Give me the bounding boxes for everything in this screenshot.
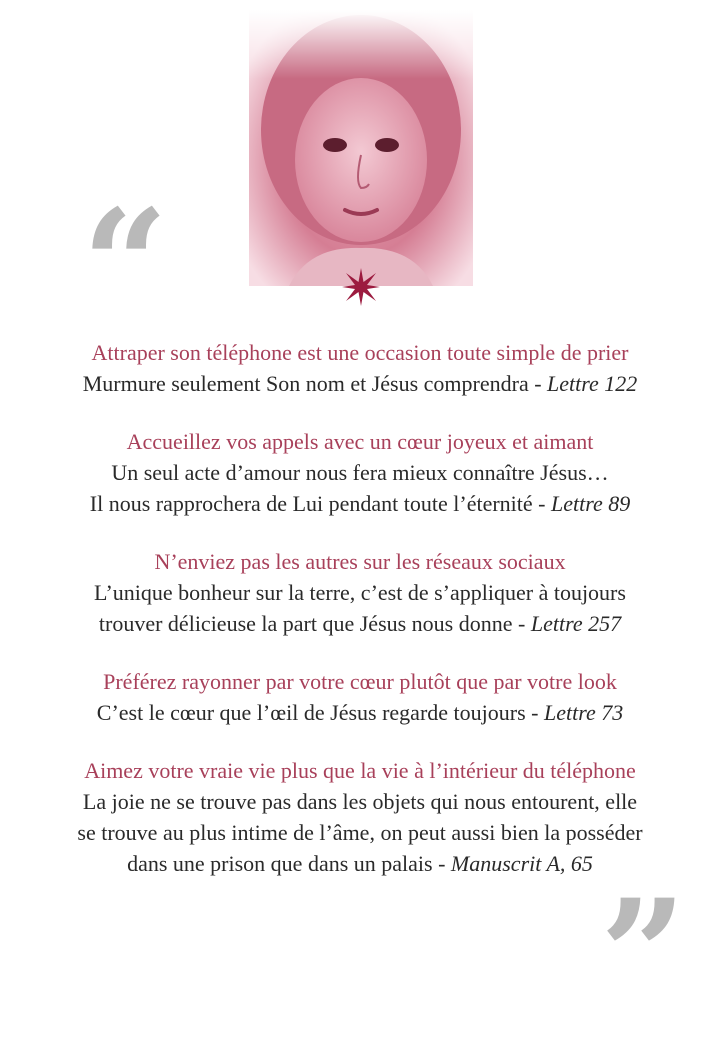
quote-line: La joie ne se trouve pas dans les objets qui nous entourent, elle — [82, 789, 638, 814]
star-ornament-icon — [340, 266, 382, 308]
quote-line: trouver délicieuse la part que Jésus nous donne - Lettre 257 — [98, 611, 622, 636]
quote-reference: Lettre 257 — [530, 611, 622, 636]
quote-reference: Manuscrit A, 65 — [450, 851, 593, 876]
quote-block — [20, 547, 700, 639]
advice-heading: Attraper son téléphone est une occasion toute simple de prier — [91, 340, 629, 365]
quote-line: Un seul acte d’amour nous fera mieux connaître Jésus… — [111, 460, 609, 485]
quote-line: Murmure seulement Son nom et Jésus comprendra - Lettre 122 — [82, 371, 638, 396]
closing-quote-mark: ” — [600, 867, 687, 1043]
quote-reference: Lettre 73 — [543, 700, 624, 725]
quote-line: Il nous rapprochera de Lui pendant toute l’éternité - Lettre 89 — [89, 491, 631, 516]
quotes-list — [20, 338, 700, 907]
quote-line: L’unique bonheur sur la terre, c’est de s’appliquer à toujours — [94, 580, 626, 605]
advice-heading: Aimez votre vraie vie plus que la vie à l’intérieur du téléphone — [84, 758, 636, 783]
quote-line: C’est le cœur que l’œil de Jésus regarde toujours - Lettre 73 — [96, 700, 624, 725]
advice-heading: Accueillez vos appels avec un cœur joyeux et aimant — [126, 429, 594, 454]
advice-heading: Préférez rayonner par votre cœur plutôt que par votre look — [103, 669, 617, 694]
quote-block — [20, 338, 700, 399]
opening-quote-mark: “ — [82, 177, 169, 353]
quote-reference: Lettre 122 — [547, 371, 638, 396]
advice-heading: N’enviez pas les autres sur les réseaux sociaux — [154, 549, 566, 574]
portrait-photo — [249, 10, 473, 286]
quote-line: se trouve au plus intime de l’âme, on peut aussi bien la posséder — [77, 820, 643, 845]
quote-block — [20, 756, 700, 879]
quote-block — [20, 427, 700, 519]
quote-reference: Lettre 89 — [550, 491, 631, 516]
quote-block — [20, 667, 700, 728]
quote-line: dans une prison que dans un palais - Manuscrit A, 65 — [127, 851, 593, 876]
